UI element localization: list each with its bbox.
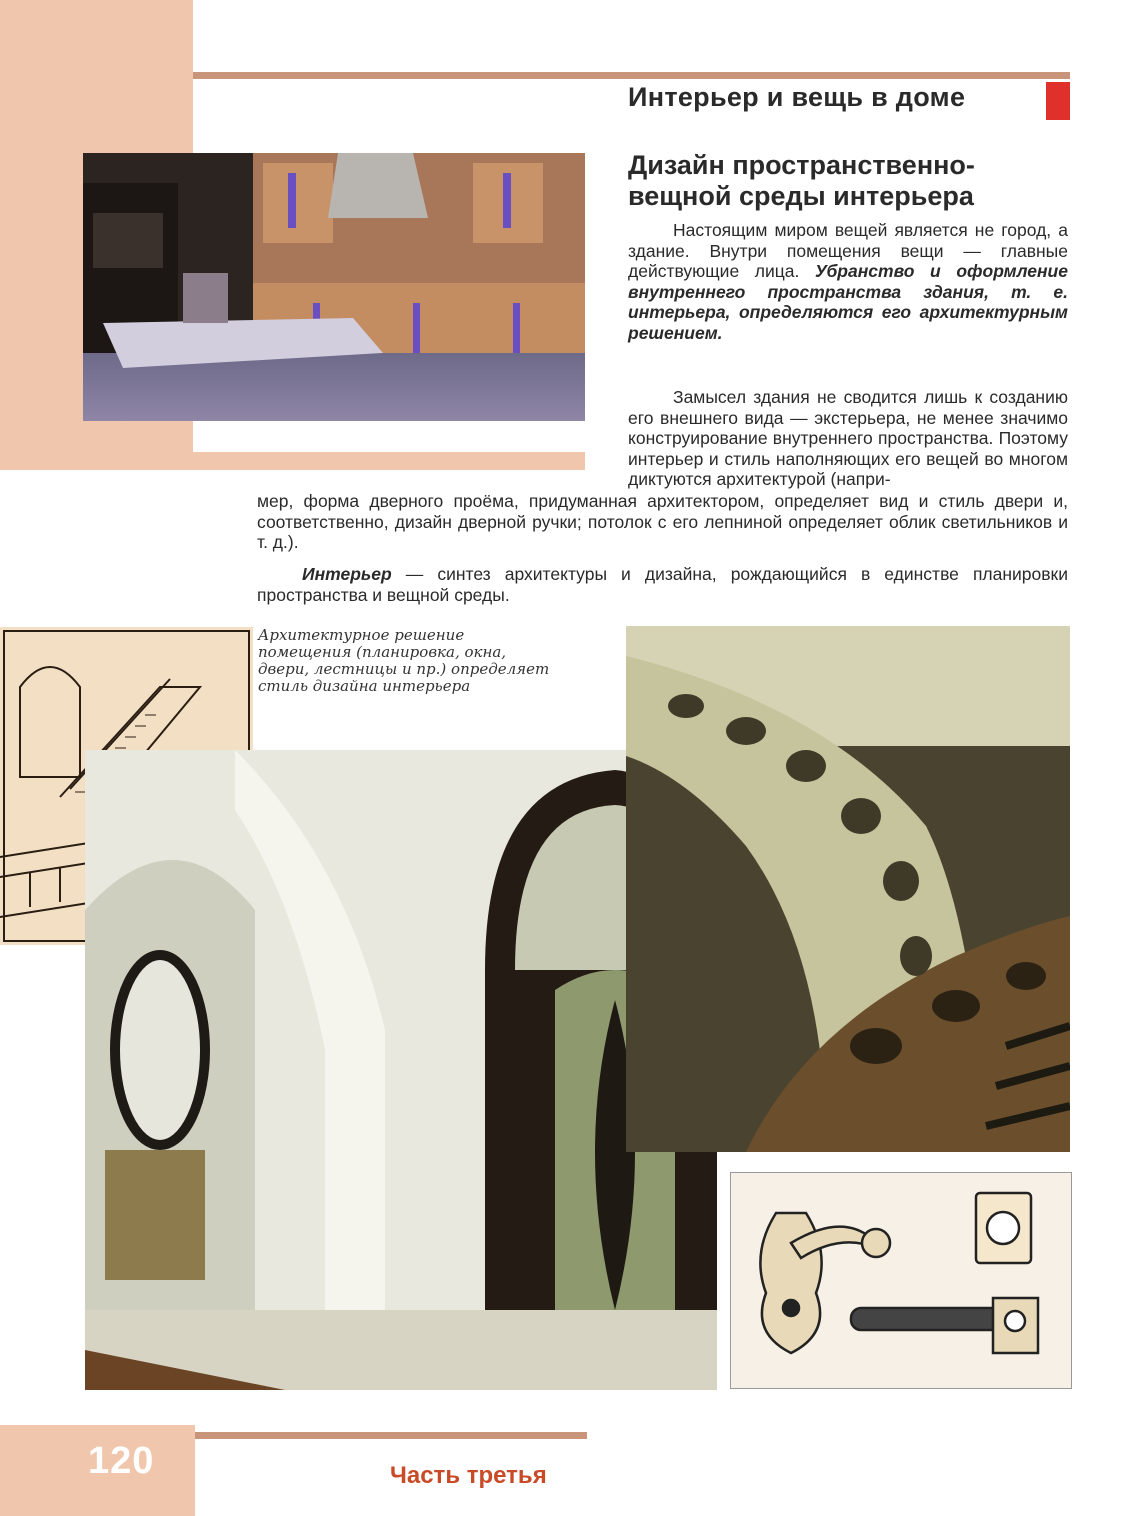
paragraph-intro-text: Настоящим миром вещей является не город, а здание. Внутри помещения вещи — главные действующие лица. (628, 220, 1068, 281)
door-handles-drawing (730, 1172, 1072, 1389)
part-label: Часть третья (390, 1462, 547, 1489)
definition-text: — синтез архитектуры и дизайна, рождающийся в единстве планировки пространства и вещной среды. (257, 564, 1068, 605)
top-rule (193, 72, 1070, 79)
paragraph-exterior: Замысел здания не сводится лишь к созданию его внешнего вида — экстерьера, не менее значимо конструирование внутреннего пространства. Поэтому интерьер и стиль наполняющих его вещей во многом диктуются архитектурой (напри- (628, 387, 1068, 489)
heading-line-2: вещной среды интерьера (628, 181, 974, 211)
art-nouveau-hall-photo (85, 750, 717, 1390)
carved-railing-photo (626, 626, 1070, 1152)
section-title: Интерьер и вещь в доме (628, 82, 966, 112)
page-number: 120 (88, 1440, 155, 1482)
bottom-rule (195, 1432, 587, 1439)
section-marker (1046, 82, 1070, 120)
page-heading (628, 150, 1068, 212)
paragraph-intro (628, 220, 1068, 343)
paragraph-definition (257, 564, 1068, 605)
definition-term: Интерьер (302, 564, 392, 584)
heading-line-1: Дизайн пространственно- (628, 150, 975, 180)
kitchen-photo (83, 153, 585, 421)
peach-strip-under-photo (193, 452, 585, 470)
paragraph-intro-emphasis: Убранство и оформление внутреннего пространства здания, т. е. интерьера, определяются его архитектурным решением. (628, 261, 1068, 343)
paragraph-exterior-continued: мер, форма дверного проёма, придуманная архитектором, определяет вид и стиль двери и, соответственно, дизайн дверной ручки; потолок с его лепниной определяет облик светильников и т. д.). (257, 491, 1068, 552)
illustration-caption: Архитектурное решение помещения (планировка, окна, двери, лестницы и пр.) определяет стиль дизайна интерьера (258, 626, 550, 695)
